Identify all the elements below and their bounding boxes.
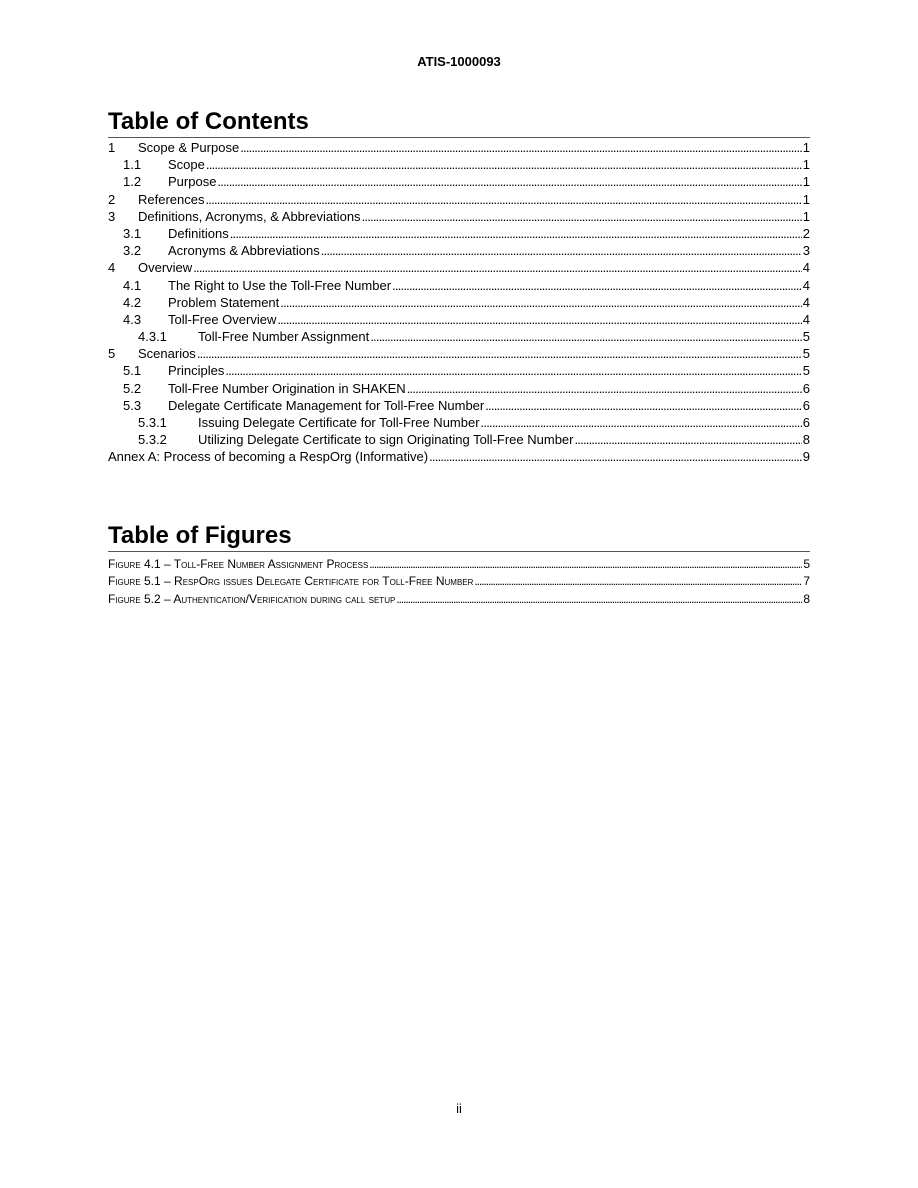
toc-entry-label: Scope — [168, 157, 205, 173]
dot-leader — [240, 139, 802, 156]
toc-entry[interactable] — [108, 431, 810, 448]
toc-entry-label: References — [138, 191, 205, 207]
document-id-header: ATIS-1000093 — [417, 54, 501, 69]
toc-entry-page: 1 — [802, 140, 810, 155]
toc-entry-label: Definitions, Acronyms, & Abbreviations — [138, 208, 361, 224]
figure-entry-label: Figure 5.1 – RespOrg issues Delegate Certificate for Toll-Free Number — [108, 574, 474, 589]
dot-leader — [429, 448, 802, 465]
toc-entry[interactable] — [108, 259, 810, 276]
dot-leader — [362, 208, 802, 225]
toc-entry-page: 8 — [802, 432, 810, 448]
toc-title: Table of Contents — [108, 108, 810, 138]
tof-list — [108, 556, 810, 608]
figure-entry-page: 5 — [803, 557, 810, 571]
toc-entry-label: Definitions — [168, 225, 229, 241]
tof-title: Table of Figures — [108, 522, 810, 552]
dot-leader — [230, 225, 802, 242]
toc-entry-page: 6 — [802, 397, 810, 413]
dot-leader — [217, 173, 801, 190]
toc-entry[interactable] — [108, 294, 810, 311]
dot-leader — [225, 362, 801, 379]
toc-entry[interactable] — [108, 448, 810, 465]
toc-entry[interactable] — [108, 208, 810, 225]
toc-entry-page: 4 — [802, 294, 810, 310]
toc-entry-page: 9 — [802, 449, 810, 465]
toc-entry-number: 5.2 — [123, 380, 142, 396]
toc-entry-page: 5 — [802, 329, 810, 345]
toc-entry-number: 5 — [108, 346, 116, 362]
toc-entry-number: 1.2 — [123, 174, 142, 190]
toc-entry-number: 5.3.2 — [138, 432, 167, 448]
toc-entry-label: Problem Statement — [168, 294, 280, 310]
dot-leader — [396, 591, 802, 608]
toc-entry-label: Delegate Certificate Management for Toll-Free Number — [168, 397, 485, 413]
toc-entry[interactable] — [108, 397, 810, 414]
dot-leader — [392, 277, 802, 294]
dot-leader — [193, 259, 802, 276]
toc-entry-number: 1 — [108, 140, 116, 155]
toc-entry-number: 3.1 — [123, 225, 142, 241]
toc-entry-number: 5.1 — [123, 363, 142, 379]
toc-entry-label: Principles — [168, 363, 225, 379]
toc-entry-page: 1 — [802, 191, 810, 207]
toc-entry[interactable] — [108, 362, 810, 379]
toc-entry-page: 4 — [802, 311, 810, 327]
toc-entry-number: 4 — [108, 260, 116, 276]
dot-leader — [205, 191, 801, 208]
page-number: ii — [456, 1101, 462, 1116]
toc-entry[interactable] — [108, 380, 810, 397]
toc-entry-number: 3.2 — [123, 243, 142, 259]
toc-entry-page: 1 — [802, 208, 810, 224]
toc-entry-number: 5.3 — [123, 397, 142, 413]
dot-leader — [197, 345, 802, 362]
dot-leader — [370, 328, 802, 345]
toc-entry-number: 4.3.1 — [138, 329, 167, 345]
dot-leader — [474, 573, 802, 590]
toc-entry-number: 2 — [108, 191, 116, 207]
dot-leader — [369, 556, 802, 573]
dot-leader — [321, 242, 802, 259]
toc-entry-page: 5 — [802, 346, 810, 362]
toc-entry-page: 4 — [802, 260, 810, 276]
figure-entry-label: Figure 5.2 – Authentication/Verification during call setup — [108, 591, 396, 606]
toc-entry[interactable] — [108, 277, 810, 294]
toc-entry[interactable] — [108, 139, 810, 156]
toc-entry[interactable] — [108, 328, 810, 345]
toc-entry-label: Toll-Free Number Assignment — [198, 329, 370, 345]
toc-entry-label: Toll-Free Overview — [168, 311, 277, 327]
dot-leader — [206, 156, 802, 173]
dot-leader — [280, 294, 801, 311]
toc-entry-label: Acronyms & Abbreviations — [168, 243, 320, 259]
dot-leader — [407, 380, 802, 397]
toc-entry-number: 1.1 — [123, 157, 142, 173]
dot-leader — [277, 311, 801, 328]
figure-entry-label: Figure 4.1 – Toll-Free Number Assignment Process — [108, 557, 369, 571]
toc-entry-label: Utilizing Delegate Certificate to sign Originating Toll-Free Number — [198, 432, 574, 448]
toc-entry-number: 4.3 — [123, 311, 142, 327]
toc-entry[interactable] — [108, 191, 810, 208]
toc-entry[interactable] — [108, 311, 810, 328]
toc-entry-label: Issuing Delegate Certificate for Toll-Free Number — [198, 415, 480, 430]
figure-entry[interactable] — [108, 573, 810, 590]
toc-entry[interactable] — [108, 345, 810, 362]
toc-entry-page: 5 — [802, 363, 810, 379]
toc-entry-label: Purpose — [168, 174, 217, 190]
toc-entry-page: 6 — [802, 415, 810, 430]
toc-entry-number: 4.2 — [123, 294, 142, 310]
toc-entry-page: 6 — [802, 380, 810, 396]
toc-entry-number: 3 — [108, 208, 116, 224]
toc-entry-page: 4 — [802, 277, 810, 293]
dot-leader — [485, 397, 802, 414]
figure-entry-page: 8 — [803, 591, 810, 606]
toc-entry[interactable] — [108, 225, 810, 242]
dot-leader — [481, 414, 802, 431]
toc-entry-page: 1 — [802, 174, 810, 190]
toc-entry[interactable] — [108, 242, 810, 259]
toc-entry[interactable] — [108, 156, 810, 173]
toc-entry-label: Overview — [138, 260, 193, 276]
toc-entry[interactable] — [108, 173, 810, 190]
toc-entry-number: 4.1 — [123, 277, 142, 293]
toc-entry[interactable] — [108, 414, 810, 431]
toc-entry-label: Scope & Purpose — [138, 140, 240, 155]
dot-leader — [574, 431, 801, 448]
toc-entry-label: Scenarios — [138, 346, 196, 362]
toc-entry-page: 3 — [802, 243, 810, 259]
toc-entry-number: 5.3.1 — [138, 415, 167, 430]
toc-entry-label: Toll-Free Number Origination in SHAKEN — [168, 380, 406, 396]
toc-list — [108, 139, 810, 466]
toc-entry-label: The Right to Use the Toll-Free Number — [168, 277, 392, 293]
toc-entry-label: Annex A: Process of becoming a RespOrg (Informative) — [108, 449, 429, 465]
figure-entry-page: 7 — [803, 574, 810, 589]
toc-entry-page: 1 — [802, 157, 810, 173]
figure-entry[interactable] — [108, 556, 810, 573]
toc-entry-page: 2 — [802, 225, 810, 241]
figure-entry[interactable] — [108, 591, 810, 608]
